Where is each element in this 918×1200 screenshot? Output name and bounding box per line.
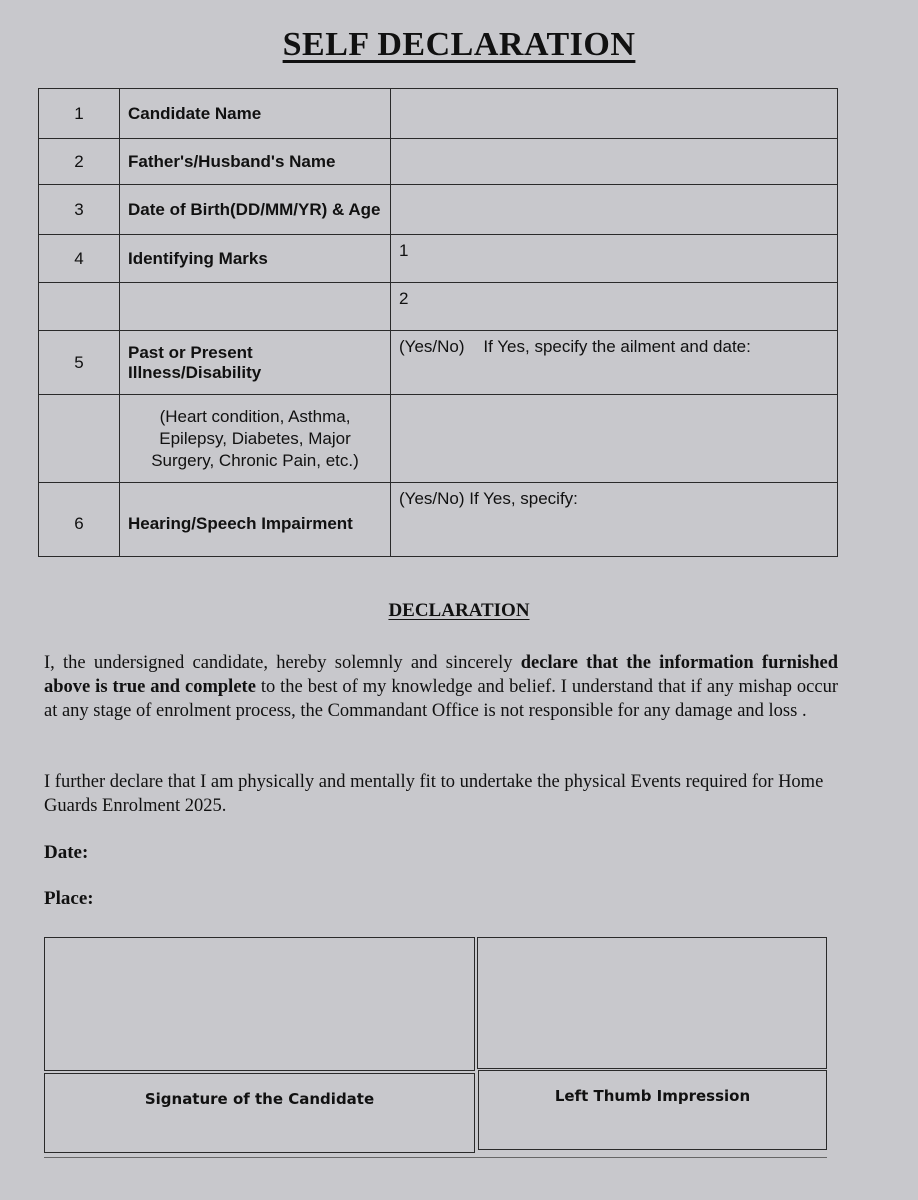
table-row xyxy=(39,139,838,185)
candidate-name-field[interactable] xyxy=(391,89,838,139)
place-label: Place: xyxy=(44,888,94,909)
row-label: Identifying Marks xyxy=(120,235,391,283)
illness-examples-note: (Heart condition, Asthma, Epilepsy, Diabetes, Major Surgery, Chronic Pain, etc.) xyxy=(120,395,391,483)
illness-disability-field[interactable]: (Yes/No) If Yes, specify the ailment and date: xyxy=(391,331,838,395)
signature-box[interactable] xyxy=(44,937,475,1071)
row-label: Date of Birth(DD/MM/YR) & Age xyxy=(120,185,391,235)
bottom-divider xyxy=(44,1157,827,1158)
signature-caption: Signature of the Candidate xyxy=(144,1090,375,1108)
declaration-emphasis: declare that the information furnished above is true and complete xyxy=(44,653,838,697)
table-row xyxy=(39,89,838,139)
row-number: 3 xyxy=(39,185,120,235)
row-number: 1 xyxy=(39,89,120,139)
row-label xyxy=(120,283,391,331)
table-row xyxy=(39,395,838,483)
row-number xyxy=(39,395,120,483)
identifying-mark-1-field[interactable]: 1 xyxy=(391,235,838,283)
table-row xyxy=(39,185,838,235)
row-label: Candidate Name xyxy=(120,89,391,139)
table-row xyxy=(39,331,838,395)
declaration-paragraph-1: I, the undersigned candidate, hereby solemnly and sincerely declare that the information furnished above is true and complete to the best of my knowledge and belief. I understand that if any mishap occur at any stage of enrolment process, the Commandant Office is not responsible for any damage and loss . xyxy=(44,653,838,721)
table-row xyxy=(39,235,838,283)
illness-details-field[interactable] xyxy=(391,395,838,483)
identifying-mark-2-field[interactable]: 2 xyxy=(391,283,838,331)
thumb-impression-box[interactable] xyxy=(477,937,827,1069)
row-number: 5 xyxy=(39,331,120,395)
signature-caption-box xyxy=(44,1073,475,1153)
declaration-paragraph-2: I further declare that I am physically and mentally fit to undertake the physical Events required for Home Guards Enrolment 2025. xyxy=(44,772,824,816)
dob-age-field[interactable] xyxy=(391,185,838,235)
thumb-caption: Left Thumb Impression xyxy=(554,1087,751,1105)
table-row xyxy=(39,283,838,331)
details-table xyxy=(38,88,838,557)
date-label: Date: xyxy=(44,842,89,863)
table-row xyxy=(39,483,838,557)
page-title: SELF DECLARATION xyxy=(282,26,636,63)
row-number: 2 xyxy=(39,139,120,185)
hearing-speech-field[interactable]: (Yes/No) If Yes, specify: xyxy=(391,483,838,557)
row-label: Father's/Husband's Name xyxy=(120,139,391,185)
father-husband-name-field[interactable] xyxy=(391,139,838,185)
row-label: Past or Present Illness/Disability xyxy=(120,331,391,395)
row-number xyxy=(39,283,120,331)
row-number: 4 xyxy=(39,235,120,283)
thumb-caption-box xyxy=(478,1070,827,1150)
declaration-heading: DECLARATION xyxy=(388,600,530,621)
row-number: 6 xyxy=(39,483,120,557)
row-label: Hearing/Speech Impairment xyxy=(120,483,391,557)
